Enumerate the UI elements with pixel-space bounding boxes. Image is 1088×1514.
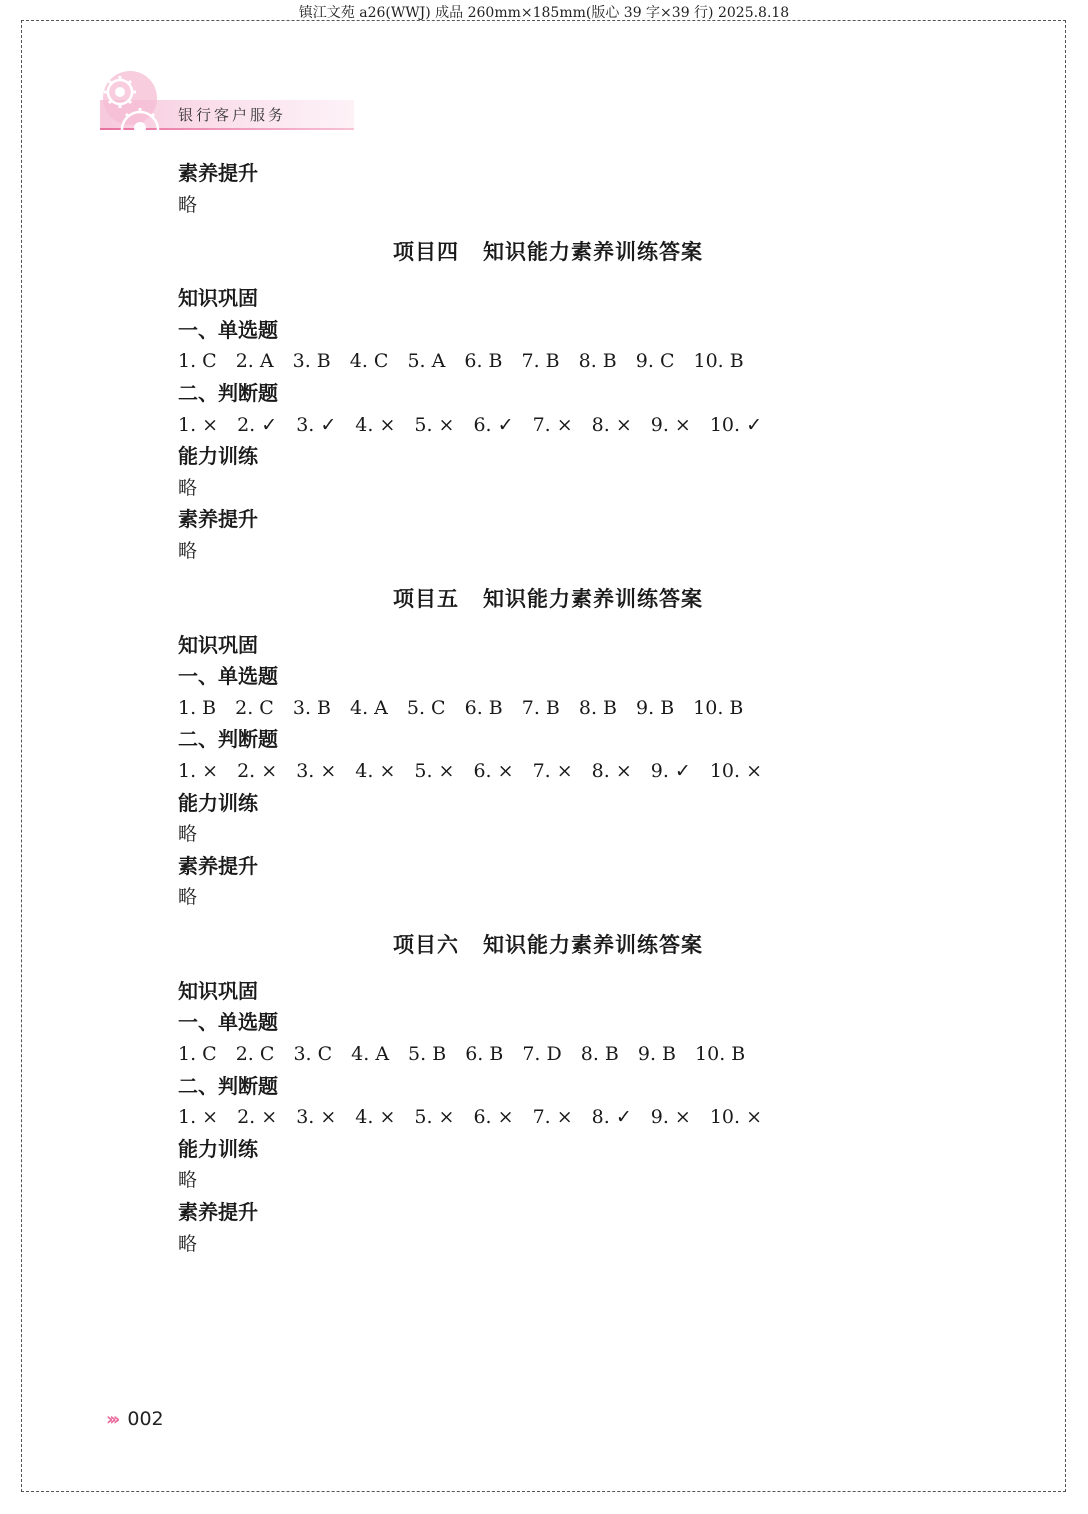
answer: 6. B [464,350,503,373]
answer: 1. × [178,1106,219,1129]
single-choice-answers [178,693,898,725]
judgment-answers [178,1102,898,1134]
ability-text: 略 [178,823,198,846]
answer: 7. × [532,413,573,436]
answer: 6. × [473,759,514,782]
answer-content [178,158,898,1260]
answer: 5. B [408,1043,447,1066]
answer: 3. × [296,759,337,782]
single-choice-heading: 一、单选题 [178,317,278,342]
answer: 8. B [580,1043,619,1066]
section-project-name: 项目六 [393,931,459,957]
page-footer [106,1408,164,1434]
answer: 1. × [178,759,219,782]
judgment-heading: 二、判断题 [178,727,278,752]
answer: 1. × [178,413,219,436]
answer: 2. C [235,1043,275,1066]
knowledge-heading: 知识巩固 [178,286,258,311]
quality-heading: 素养提升 [178,507,258,532]
page-number: 002 [127,1408,164,1430]
judgment-heading: 二、判断题 [178,1073,278,1098]
answer: 3. × [296,1106,337,1129]
answer: 2. A [235,350,274,373]
answer: 2. C [235,696,274,719]
ability-text: 略 [178,1169,198,1192]
judgment-answers [178,756,898,788]
section-project-name: 项目五 [393,585,459,611]
answer: 8. × [591,759,632,782]
answer: 1. C [178,1043,217,1066]
answer: 2. ✓ [237,413,278,436]
answer: 5. × [414,413,455,436]
answer: 3. B [292,696,331,719]
answer: 8. B [578,696,618,719]
chevron-right-icon: ››› [106,1409,117,1430]
answer: 4. C [349,350,389,373]
project-section [178,914,898,1260]
answer: 10. B [693,696,744,719]
answer: 10. ✓ [709,413,763,436]
quality-heading: 素养提升 [178,1200,258,1225]
quality-text: 略 [178,1232,198,1255]
answer: 9. B [637,1043,677,1066]
answer: 3. C [293,1043,333,1066]
section-project-name: 项目四 [393,239,459,265]
single-choice-heading: 一、单选题 [178,1010,278,1035]
answer: 1. C [178,350,217,373]
answer: 7. D [522,1043,562,1066]
answer: 9. ✓ [650,759,691,782]
project-section [178,221,898,567]
section-subtitle: 知识能力素养训练答案 [483,931,703,957]
knowledge-heading: 知识巩固 [178,978,258,1003]
answer: 3. ✓ [296,413,337,436]
answer: 6. B [465,1043,504,1066]
single-choice-heading: 一、单选题 [178,664,278,689]
answer: 9. × [650,413,691,436]
answer: 4. A [350,696,388,719]
answer: 8. ✓ [591,1106,632,1129]
answer: 4. A [351,1043,390,1066]
quality-text: 略 [178,193,198,216]
judgment-heading: 二、判断题 [178,380,278,405]
answer: 9. B [636,696,675,719]
answer: 2. × [237,1106,278,1129]
running-header [100,70,354,132]
answer: 7. B [521,350,560,373]
answer: 4. × [355,413,396,436]
section-subtitle: 知识能力素养训练答案 [483,239,703,265]
ability-heading: 能力训练 [178,1136,258,1161]
answer: 7. × [532,759,573,782]
quality-heading: 素养提升 [178,853,258,878]
answer: 6. × [473,1106,514,1129]
answer: 5. × [414,1106,455,1129]
answer: 7. B [521,696,560,719]
answer: 5. × [414,759,455,782]
judgment-answers [178,410,898,442]
answer: 6. B [464,696,503,719]
answer: 10. B [695,1043,746,1066]
answer: 8. × [591,413,632,436]
answer: 10. B [693,350,744,373]
section-title [198,568,898,630]
answer: 7. × [532,1106,573,1129]
section-subtitle: 知识能力素养训练答案 [483,585,703,611]
answer: 1. B [178,696,217,719]
ability-text: 略 [178,476,198,499]
answer: 4. × [355,759,396,782]
answer: 8. B [578,350,617,373]
quality-heading: 素养提升 [178,161,258,185]
print-slug: 镇江文苑 a26(WWJ) 成品 260mm×185mm(版心 39 字×39 行) 2025.8.18 [298,5,790,21]
section-title [198,914,898,976]
answer: 3. B [292,350,331,373]
answer: 6. ✓ [473,413,514,436]
ability-heading: 能力训练 [178,790,258,815]
header-title: 银行客户服务 [178,106,287,124]
ability-heading: 能力训练 [178,444,258,469]
answer: 5. C [406,696,446,719]
answer: 10. × [709,1106,763,1129]
answer: 9. × [650,1106,691,1129]
answer: 5. A [407,350,446,373]
single-choice-answers [178,346,898,378]
answer: 2. × [237,759,278,782]
project-section [178,568,898,914]
quality-text: 略 [178,886,198,909]
section-title [198,221,898,283]
answer: 9. C [635,350,675,373]
quality-text: 略 [178,539,198,562]
knowledge-heading: 知识巩固 [178,632,258,657]
gear-logo-icon [100,70,164,132]
answer: 10. × [709,759,763,782]
answer: 4. × [355,1106,396,1129]
single-choice-answers [178,1039,898,1071]
